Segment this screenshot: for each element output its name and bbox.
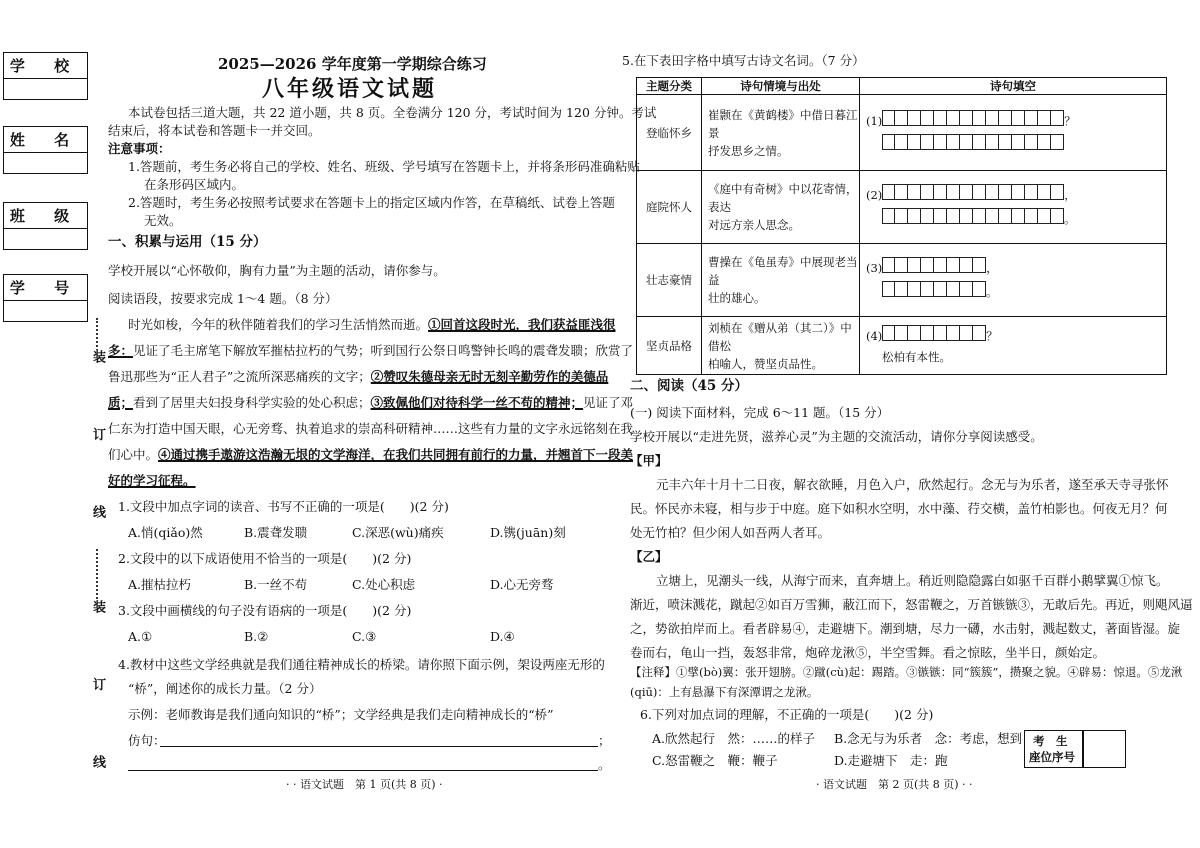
sentence-1-end: 多： [108, 343, 134, 358]
sentence-3: ③致佩他们对待科学一丝不苟的精神； [370, 395, 584, 410]
passage-3a: 鲁迅那些为“正人君子”之流所深恶痛疾的文字； [108, 369, 371, 384]
row1-context [702, 95, 860, 171]
row2-end-1: ， [1064, 188, 1076, 202]
binding-label-lower: 装 订 线 [90, 600, 105, 799]
part1-title: (一) 阅读下面材料，完成 6～11 题。（15 分） [630, 405, 890, 420]
section1-title: 一、积累与运用（15 分） [108, 234, 267, 250]
page1-footer: · · 语文试题 第 1 页(共 8 页) · [286, 778, 443, 791]
yi-line-4: 卷而右，龟山一挡，轰怒非常，炮碎龙湫⑤，半空雪舞。看之惊眩，坐半日，颜始定。 [630, 645, 1106, 660]
table-row [637, 317, 1167, 375]
row4-end-1: ？ [986, 328, 998, 343]
intro-line-1: 本试卷包括三道大题，共 22 道小题，共 8 页。全卷满分 120 分，考试时间为 120 分钟。考试 [128, 105, 657, 120]
student-id-label: 学 号 [4, 275, 87, 301]
row1-context-2: 抒发思乡之情。 [708, 143, 789, 158]
row4-theme: 坚贞品格 [637, 317, 702, 375]
row4-grid-1[interactable] [882, 325, 986, 348]
q3-option-a[interactable]: A.① [128, 629, 153, 644]
imitation-answer-line-1[interactable] [160, 746, 598, 747]
q2-option-d[interactable]: D.心无旁骛 [490, 577, 554, 592]
q6-option-c[interactable]: C.怒雷鞭之 鞭：鞭子 [652, 753, 778, 768]
row3-context-2: 壮的雄心。 [708, 291, 766, 305]
row2-fill[interactable] [860, 171, 1167, 244]
row2-grid-1[interactable] [882, 184, 1064, 208]
row3-fill[interactable] [860, 244, 1167, 317]
intro-line-2: 结束后，将本试卷和答题卡一并交回。 [108, 123, 321, 138]
row3-end-2: 。 [986, 285, 998, 299]
imitation-period: 。 [598, 757, 611, 772]
row1-theme: 登临怀乡 [637, 95, 702, 171]
row3-context-1: 曹操在《龟虽寿》中展现老当益 [708, 255, 858, 287]
passage-6a: 们心中。 [108, 447, 159, 462]
yi-label: 【乙】 [630, 549, 668, 564]
row2-theme: 庭院怀人 [637, 171, 702, 244]
activity-intro: 学校开展以“心怀敬仰，胸有力量”为主题的活动，请你参与。 [108, 263, 446, 278]
poetry-table [636, 77, 1167, 375]
notice-1b: 在条形码区域内。 [144, 177, 245, 192]
sentence-2: ②赞叹朱德母亲无时无刻辛勤劳作的美德品 [370, 369, 609, 384]
row2-end-2: 。 [1064, 212, 1076, 226]
jia-line-3: 处无竹柏？但少闲人如吾两人者耳。 [630, 525, 831, 540]
passage-line-3 [108, 368, 608, 385]
seat-label-2: 座位序号 [1029, 750, 1075, 764]
school-label: 学 校 [4, 53, 87, 79]
row4-end-2: 松柏有本性。 [882, 349, 951, 364]
question-6: 6.下列对加点词的理解，不正确的一项是( )(2 分) [640, 707, 934, 722]
row1-context-1: 崔颢在《黄鹤楼》中借日暮江景 [708, 107, 858, 140]
question-4-line-2: “桥”，阐述你的成长力量。（2 分） [128, 681, 322, 696]
q1-option-a[interactable]: A.悄(qiǎo)然 [128, 525, 203, 540]
passage-4b: 看到了居里夫妇投身科学实验的处心积虑； [133, 395, 371, 410]
passage-line-1 [128, 316, 616, 333]
q2-option-b[interactable]: B.一丝不苟 [244, 577, 308, 592]
passage-1a: 时光如梭，今年的秋伴随着我们的学习生活悄然而逝。 [128, 317, 429, 332]
row1-fill[interactable] [860, 95, 1167, 171]
binding-label-upper: 装 订 线 [90, 350, 105, 549]
notice-title: 注意事项： [108, 141, 171, 156]
notice-1a: 1.答题前，考生务必将自己的学校、姓名、班级、学号填写在答题卡上，并将条形码准确粘贴 [128, 159, 640, 174]
seat-number-box[interactable] [1024, 730, 1084, 768]
jia-line-1: 元丰六年十月十二日夜，解衣欲睡，月色入户，欣然起行。念无与为乐者，遂至承天寺寻张怀 [656, 477, 1169, 492]
yi-line-1: 立塘上，见潮头一线，从海宁而来，直奔塘上。稍近则隐隐露白如驱千百群小鹅擘翼①惊飞。 [656, 573, 1169, 588]
exam-header: 2025—2026 学年度第一学期综合练习 [218, 55, 487, 73]
q1-option-c[interactable]: C.深恶(wù)痛疾 [352, 525, 444, 540]
row2-context-1: 《庭中有奇树》中以花寄情，表达 [708, 182, 858, 214]
passage-line-2 [108, 342, 633, 359]
row2-mark: (2) [866, 188, 883, 202]
row3-end-1: ， [986, 261, 998, 275]
q6-option-b[interactable]: B.念无与为乐者 念：考虑，想到 [834, 731, 1023, 746]
passage-2b: 见证了毛主席笔下解放军摧枯拉朽的气势；听到国行公祭日鸣警钟长鸣的震聋发聩；欣赏了 [133, 343, 634, 358]
table-row [637, 171, 1167, 244]
passage-line-4 [108, 394, 633, 411]
sentence-4: ④通过携手遨游这浩瀚无垠的文学海洋，在我们共同拥有前行的力量，并翘首下一段美 [158, 447, 634, 462]
row3-grid-1[interactable] [882, 257, 986, 281]
table-row [637, 95, 1167, 171]
sentence-1: ①回首这段时光，我们获益匪浅很 [428, 317, 616, 332]
imitation-label: 仿句： [128, 733, 166, 748]
row3-mark: (3) [866, 261, 883, 275]
question-3: 3.文段中画横线的句子没有语病的一项是( )(2 分) [118, 603, 412, 618]
row2-grid-2[interactable] [882, 208, 1064, 232]
class-label: 班 级 [4, 203, 87, 229]
part1-activity: 学校开展以“走进先贤，滋养心灵”为主题的交流活动，请你分享阅读感受。 [630, 429, 1043, 444]
name-field[interactable] [3, 126, 88, 174]
question-4-line-1: 4.教材中这些文学经典就是我们通往精神成长的桥梁。请你照下面示例，架设两座无形的 [118, 657, 605, 672]
school-field[interactable] [3, 52, 88, 100]
question-5: 5.在下表田字格中填写古诗文名词。（7 分） [622, 53, 865, 68]
row3-context [702, 244, 860, 317]
q2-option-a[interactable]: A.摧枯拉朽 [128, 577, 192, 592]
q6-option-d[interactable]: D.走避塘下 走：跑 [834, 753, 948, 768]
row2-context [702, 171, 860, 244]
row4-context-1: 刘桢在《赠从弟（其二）》中借松 [708, 320, 852, 353]
name-label: 姓 名 [4, 127, 87, 153]
imitation-answer-line-2[interactable] [128, 770, 598, 771]
row4-context [702, 317, 860, 375]
passage-line-6 [108, 446, 633, 463]
q1-option-d[interactable]: D.镌(juān)刻 [490, 525, 566, 540]
yi-line-2: 渐近，喷沫溅花，蹴起②如百万雪狮，蔽江而下，怒雷鞭之，万首镞镞③，无敢后先。再近，则飓风逼 [630, 597, 1193, 612]
class-field[interactable] [3, 202, 88, 250]
annotation-line-2: (qiū)：上有悬瀑下有深潭谓之龙湫。 [630, 685, 819, 699]
yi-line-3: 之，势欲拍岸而上。看者辟易④，走避塘下。潮到塘，尽力一礴，水击射，溅起数丈，著面皆湿。旋 [630, 621, 1181, 636]
q2-option-c[interactable]: C.处心积虑 [352, 577, 416, 592]
page2-footer: · 语文试题 第 2 页(共 8 页) · · [816, 778, 973, 791]
imitation-semicolon: ； [598, 733, 611, 748]
q6-option-a[interactable]: A.欣然起行 然：……的样子 [652, 731, 816, 746]
row1-grid-2[interactable] [882, 134, 1064, 158]
question-2: 2.文段中的以下成语使用不恰当的一项是( )(2 分) [118, 551, 412, 566]
row1-end-1: ？ [1064, 113, 1076, 128]
q3-option-d[interactable]: D.④ [490, 629, 515, 644]
passage-line-7: 好的学习征程。 [108, 473, 196, 488]
q3-option-c[interactable]: C.③ [352, 629, 377, 644]
seat-label-1: 考 生 [1033, 734, 1068, 748]
sentence-2-end: 质； [108, 395, 134, 410]
row1-grid-1[interactable] [882, 110, 1064, 134]
header-fill: 诗句填空 [860, 78, 1167, 95]
question-1: 1.文段中加点字词的读音、书写不正确的一项是( )(2 分) [118, 499, 449, 514]
section2-title: 二、阅读（45 分） [630, 378, 748, 394]
question-4-example: 示例：老师教诲是我们通向知识的“桥”；文学经典是我们走向精神成长的“桥” [128, 707, 554, 722]
exam-title: 八年级语文试题 [262, 76, 438, 102]
row4-context-2: 柏喻人，赞坚贞品性。 [708, 356, 823, 371]
row3-theme: 壮志豪情 [637, 244, 702, 317]
notice-2a: 2.答题时，考生务必按照考试要求在答题卡上的指定区域内作答，在草稿纸、试卷上答题 [128, 195, 615, 210]
table-header-row [637, 78, 1167, 95]
seat-number-input[interactable] [1082, 730, 1126, 768]
q3-option-b[interactable]: B.② [244, 629, 269, 644]
row2-context-2: 对远方亲人思念。 [708, 218, 800, 232]
notice-2b: 无效。 [144, 213, 182, 228]
passage-4d: 见证了邓 [583, 395, 634, 410]
header-context: 诗句情境与出处 [702, 78, 860, 95]
passage-line-5: 仁东为打造中国天眼，心无旁骛、执着追求的崇高科研精神……这些有力量的文字永远铭刻在我 [108, 421, 634, 436]
row1-mark: (1) [866, 113, 883, 128]
row4-fill[interactable] [860, 317, 1167, 375]
annotation-line-1: 【注释】①擘(bò)翼：张开翅膀。②蹴(cù)起：踢踏。③镞镞：同“簇簇”，攒聚之貌。④辟易：惊退。⑤龙湫 [630, 665, 1183, 679]
header-theme: 主题分类 [637, 78, 702, 95]
table-row [637, 244, 1167, 317]
row3-grid-2[interactable] [882, 281, 986, 305]
row4-mark: (4) [866, 328, 883, 343]
student-id-field[interactable] [3, 274, 88, 322]
reading-prompt: 阅读语段，按要求完成 1～4 题。（8 分） [108, 291, 338, 306]
q1-option-b[interactable]: B.震聋发聩 [244, 525, 308, 540]
jia-label: 【甲】 [630, 453, 668, 468]
jia-line-2: 民。怀民亦未寝，相与步于中庭。庭下如积水空明，水中藻、荇交横，盖竹柏影也。何夜无月？何 [630, 501, 1168, 516]
